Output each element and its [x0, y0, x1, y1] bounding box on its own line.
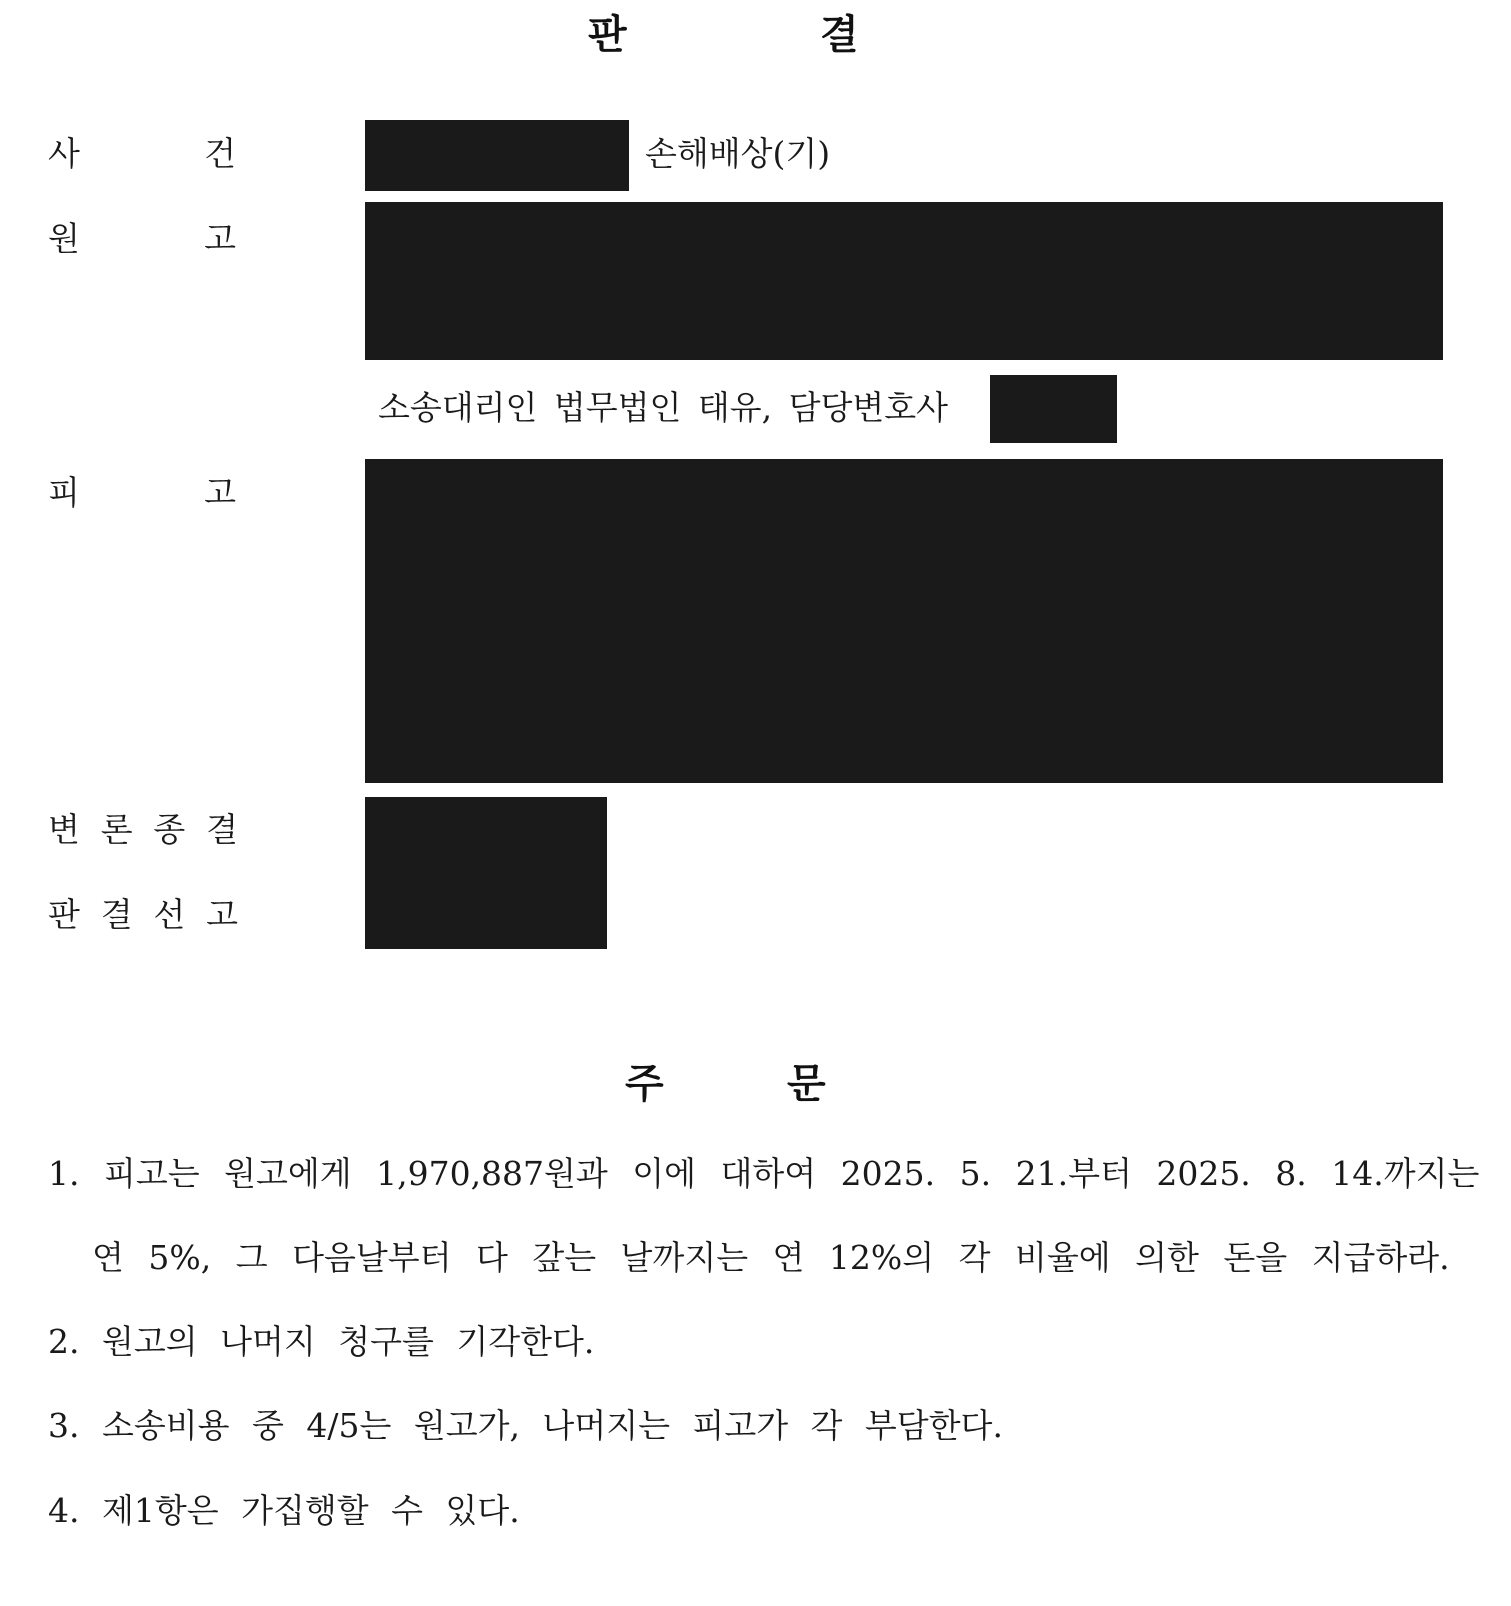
- order-item-1-line-1: 1. 피고는 원고에게 1,970,887원과 이에 대하여 2025. 5. 21.부터 2025. 8. 14.까지는: [48, 1154, 1480, 1193]
- redacted-attorney-name: [990, 375, 1117, 443]
- plaintiff-counsel: 소송대리인 법무법인 태유, 담당변호사: [378, 388, 949, 427]
- case-label-char: 사: [48, 134, 80, 173]
- defendant-label: [48, 473, 236, 512]
- closing-label-char: 결: [206, 810, 238, 849]
- sentence-label: [48, 895, 238, 934]
- redacted-case-number: [365, 120, 629, 191]
- sentence-label-char: 선: [153, 895, 186, 934]
- closing-label-char: 변: [48, 810, 80, 849]
- title-char-right: 결: [820, 12, 859, 58]
- order-title-char-right: 문: [787, 1061, 826, 1107]
- redacted-plaintiff-info: [365, 202, 1443, 360]
- redacted-dates: [365, 797, 607, 949]
- order-item-2: 2. 원고의 나머지 청구를 기각한다.: [48, 1322, 595, 1361]
- redacted-defendant-info: [365, 459, 1443, 783]
- order-item-1-line-2: 연 5%, 그 다음날부터 다 갚는 날까지는 연 12%의 각 비율에 의한 돈을 지급하라.: [92, 1238, 1450, 1277]
- sentence-label-char: 고: [206, 895, 238, 934]
- closing-label: [48, 810, 238, 849]
- sentence-label-char: 판: [48, 895, 80, 934]
- case-name: 손해배상(기): [645, 134, 831, 173]
- defendant-label-char: 피: [48, 473, 80, 512]
- order-item-3: 3. 소송비용 중 4/5는 원고가, 나머지는 피고가 각 부담한다.: [48, 1406, 1003, 1445]
- title-char-left: 판: [588, 12, 627, 58]
- sentence-label-char: 결: [100, 895, 133, 934]
- case-label: [48, 134, 236, 173]
- plaintiff-label-char: 고: [204, 219, 236, 258]
- order-title-char-left: 주: [625, 1061, 664, 1107]
- case-label-char: 건: [204, 134, 236, 173]
- plaintiff-label: [48, 219, 236, 258]
- plaintiff-label-char: 원: [48, 219, 80, 258]
- closing-label-char: 론: [100, 810, 133, 849]
- defendant-label-char: 고: [204, 473, 236, 512]
- closing-label-char: 종: [153, 810, 186, 849]
- order-item-4: 4. 제1항은 가집행할 수 있다.: [48, 1491, 520, 1530]
